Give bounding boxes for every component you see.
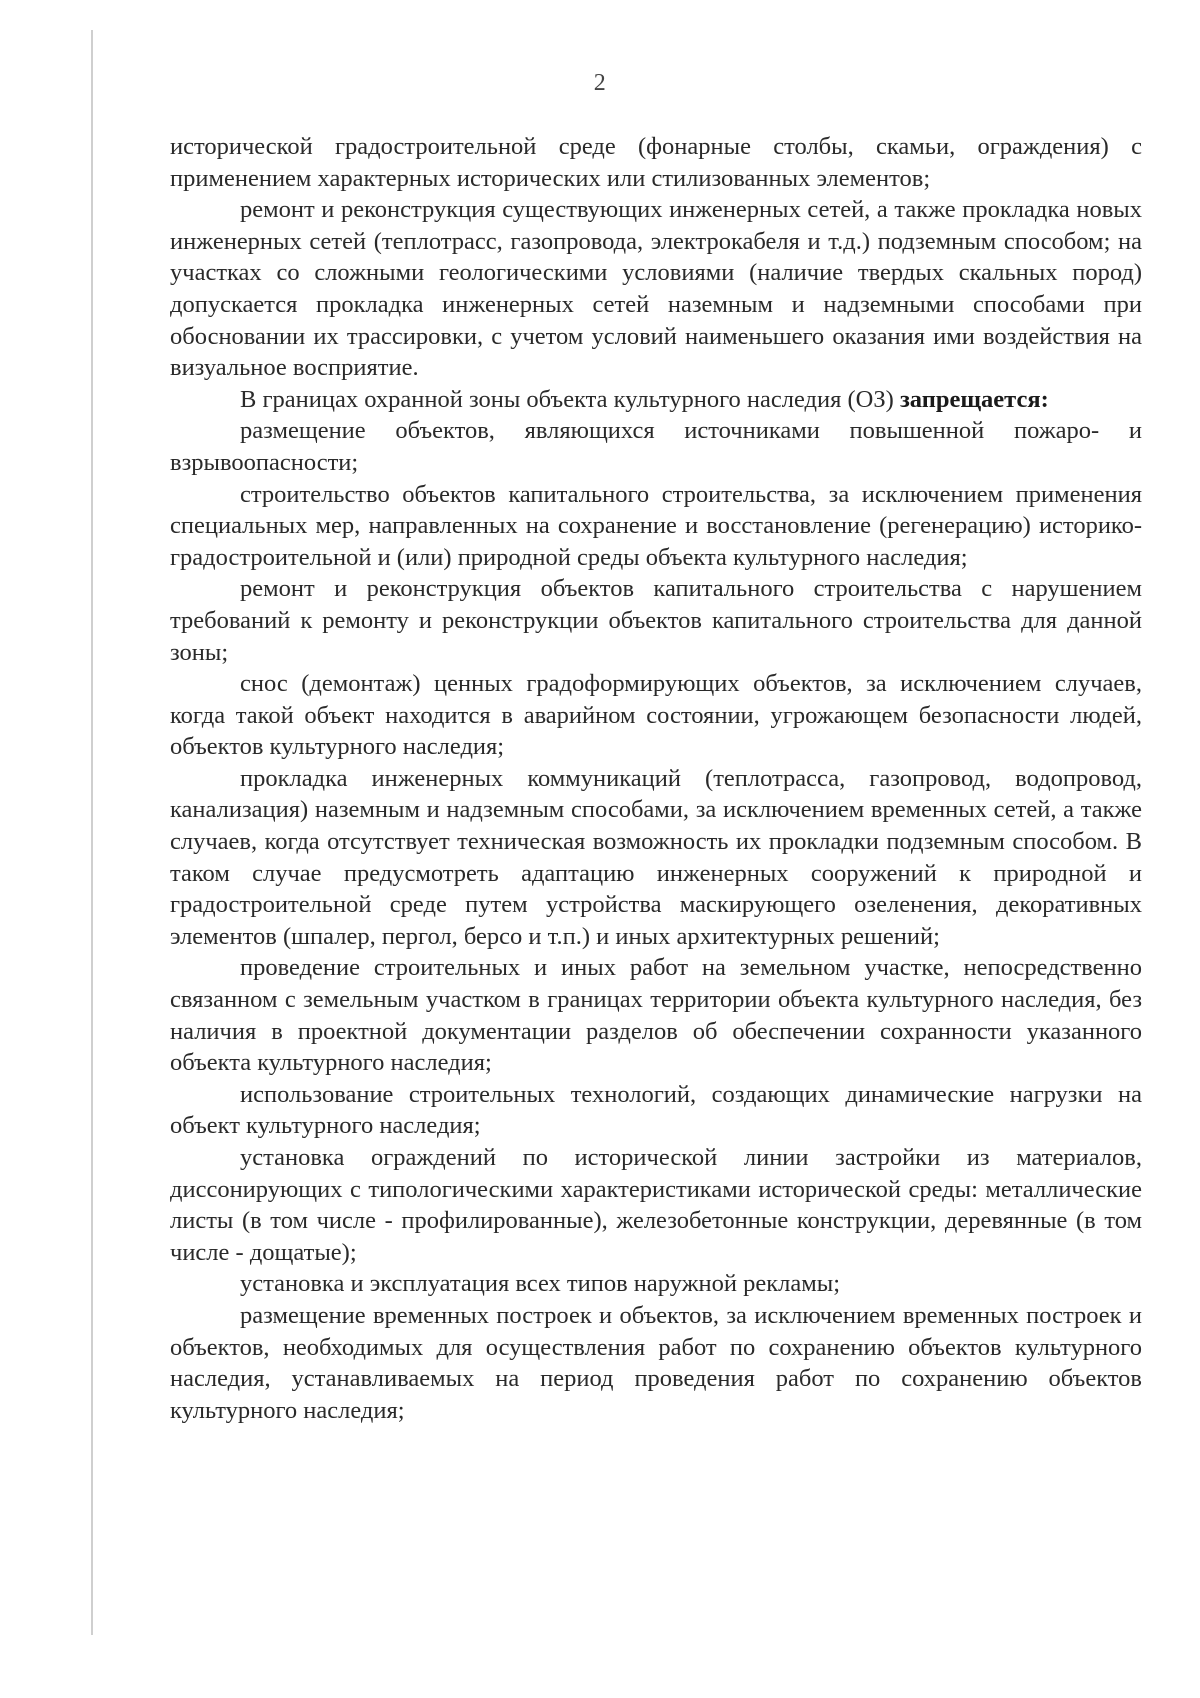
prohibition-item-7: использование строительных технологий, создающих динамические нагрузки на объект культурного наследия; (170, 1080, 1142, 1140)
prohibition-item-2: строительство объектов капитального строительства, за исключением применения специальных мер, направленных на сохранение и восстановление (регенерацию) историко-градостроительной и (или) природной среды объекта культурного наследия; (170, 480, 1142, 571)
zone-intro-paragraph (170, 384, 1142, 416)
continuation-paragraph: исторической градостроительной среде (фонарные столбы, скамьи, ограждения) с применением характерных исторических или стилизованных элементов; (170, 133, 1142, 192)
prohibition-item-3: ремонт и реконструкция объектов капитального строительства с нарушением требований к ремонту и реконструкции объектов капитального строительства для данной зоны; (170, 575, 1142, 666)
engineering-networks-paragraph: ремонт и реконструкция существующих инженерных сетей, а также прокладка новых инженерных сетей (теплотрасс, газопровода, электрокабеля и т.д.) подземным способом; на участках со сложными геологическими условиями (наличие твердых скальных пород) допускается прокладка инженерных сетей наземным и надземными способами при обосновании их трассировки, с учетом условий наименьшего оказания ими воздействия на визуальное восприятие. (170, 196, 1142, 382)
prohibition-item-10: размещение временных построек и объектов, за исключением временных построек и объектов, необходимых для осуществления работ по сохранению объектов культурного наследия, устанавливаемых на период проведения работ по сохранению объектов культурного наследия; (170, 1301, 1142, 1424)
page-number: 2 (593, 70, 607, 96)
zone-intro-bold: запрещается: (899, 385, 1049, 413)
zone-intro-text: В границах охранной зоны объекта культурного наследия (ОЗ) (240, 385, 894, 413)
prohibition-item-5: прокладка инженерных коммуникаций (теплотрасса, газопровод, водопровод, канализация) наземным и надземным способами, за исключением временных сетей, а также случаев, когда отсутствует техническая возможность их прокладки подземным способом. В таком случае предусмотреть адаптацию инженерных сооружений к природной и градостроительной среде путем устройства маскирующего озеленения, декоративных элементов (шпалер, пергол, берсо и т.п.) и иных архитектурных решений; (170, 764, 1142, 950)
prohibition-item-1: размещение объектов, являющихся источниками повышенной пожаро- и взрывоопасности; (170, 417, 1142, 476)
prohibition-item-4: снос (демонтаж) ценных градоформирующих объектов, за исключением случаев, когда такой объект находится в аварийном состоянии, угрожающем безопасности людей, объектов культурного наследия; (170, 670, 1142, 761)
prohibition-item-9: установка и эксплуатация всех типов наружной рекламы; (240, 1270, 841, 1298)
scan-edge-line (91, 30, 93, 1635)
prohibition-item-8: установка ограждений по исторической линии застройки из материалов, диссонирующих с типологическими характеристиками исторической среды: металлические листы (в том числе - профилированные), железобетонные конструкции, деревянные (в том числе - дощатые); (170, 1144, 1142, 1266)
prohibition-item-6: проведение строительных и иных работ на земельном участке, непосредственно связанном с земельным участком в границах территории объекта культурного наследия, без наличия в проектной документации разделов об обеспечении сохранности указанного объекта культурного наследия; (170, 954, 1142, 1077)
document-body (170, 131, 1142, 1426)
